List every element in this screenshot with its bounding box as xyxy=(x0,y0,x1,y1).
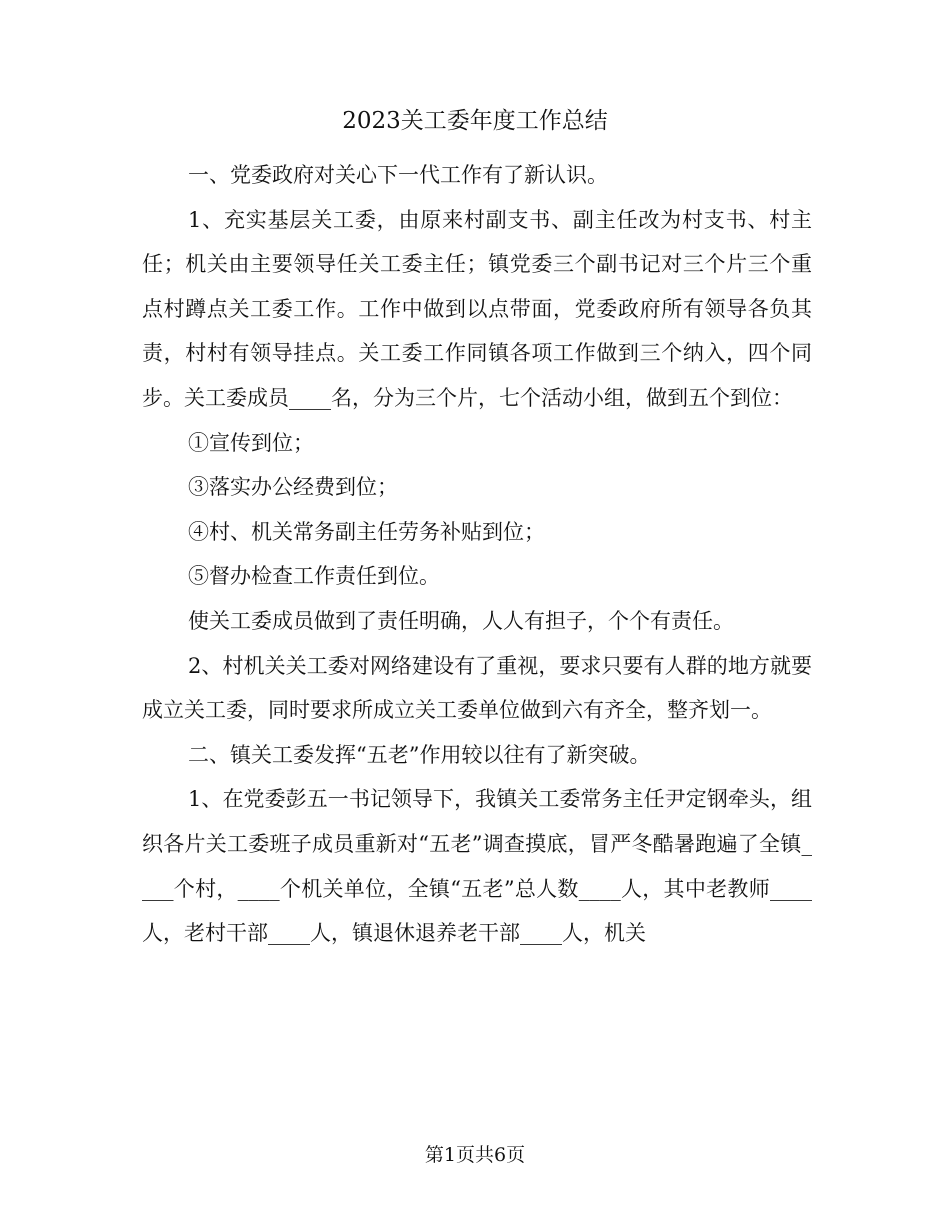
paragraph-list-item-3: ③落实办公经费到位； xyxy=(188,475,398,500)
paragraph-item-2: 2、村机关关工委对网络建设有了重视，要求只要有人群的地方就要成立关工委，同时要求所成立关工委单位做到六有齐全，整齐划一。 xyxy=(142,653,812,723)
paragraph-summary: 使关工委成员做到了责任明确，人人有担子，个个有责任。 xyxy=(188,608,734,633)
document-title: 2023关工委年度工作总结 xyxy=(342,108,608,134)
paragraph-section-2-heading: 二、镇关工委发挥“五老”作用较以往有了新突破。 xyxy=(188,742,651,767)
paragraph-item-1: 1、充实基层关工委，由原来村副支书、副主任改为村支书、村主任；机关由主要领导任关工委主任；镇党委三个副书记对三个片三个重点村蹲点关工委工作。工作中做到以点带面，党委政府所有领导各负其责，村村有领导挂点。关工委工作同镇各项工作做到三个纳入，四个同步。关工委成员____名，分为三个片，七个活动小组，做到五个到位： xyxy=(142,207,812,410)
paragraph-section-2-item-1: 1、在党委彭五一书记领导下，我镇关工委常务主任尹定钢牵头，组织各片关工委班子成员重新对“五老”调查摸底，冒严冬酷暑跑遍了全镇____个村，____个机关单位，全镇“五老”总人数____人，其中老教师____人，老村干部____人，镇退休退养老干部____人，机关 xyxy=(142,787,812,946)
paragraph-list-item-4: ④村、机关常务副主任劳务补贴到位； xyxy=(188,519,545,544)
paragraph-list-item-1: ①宣传到位； xyxy=(188,430,314,455)
page-footer: 第1页共6页 xyxy=(424,1144,526,1166)
document-body xyxy=(142,153,812,956)
paragraph-section-1-heading: 一、党委政府对关心下一代工作有了新认识。 xyxy=(188,163,608,187)
paragraph-list-item-5: ⑤督办检查工作责任到位。 xyxy=(188,564,440,589)
